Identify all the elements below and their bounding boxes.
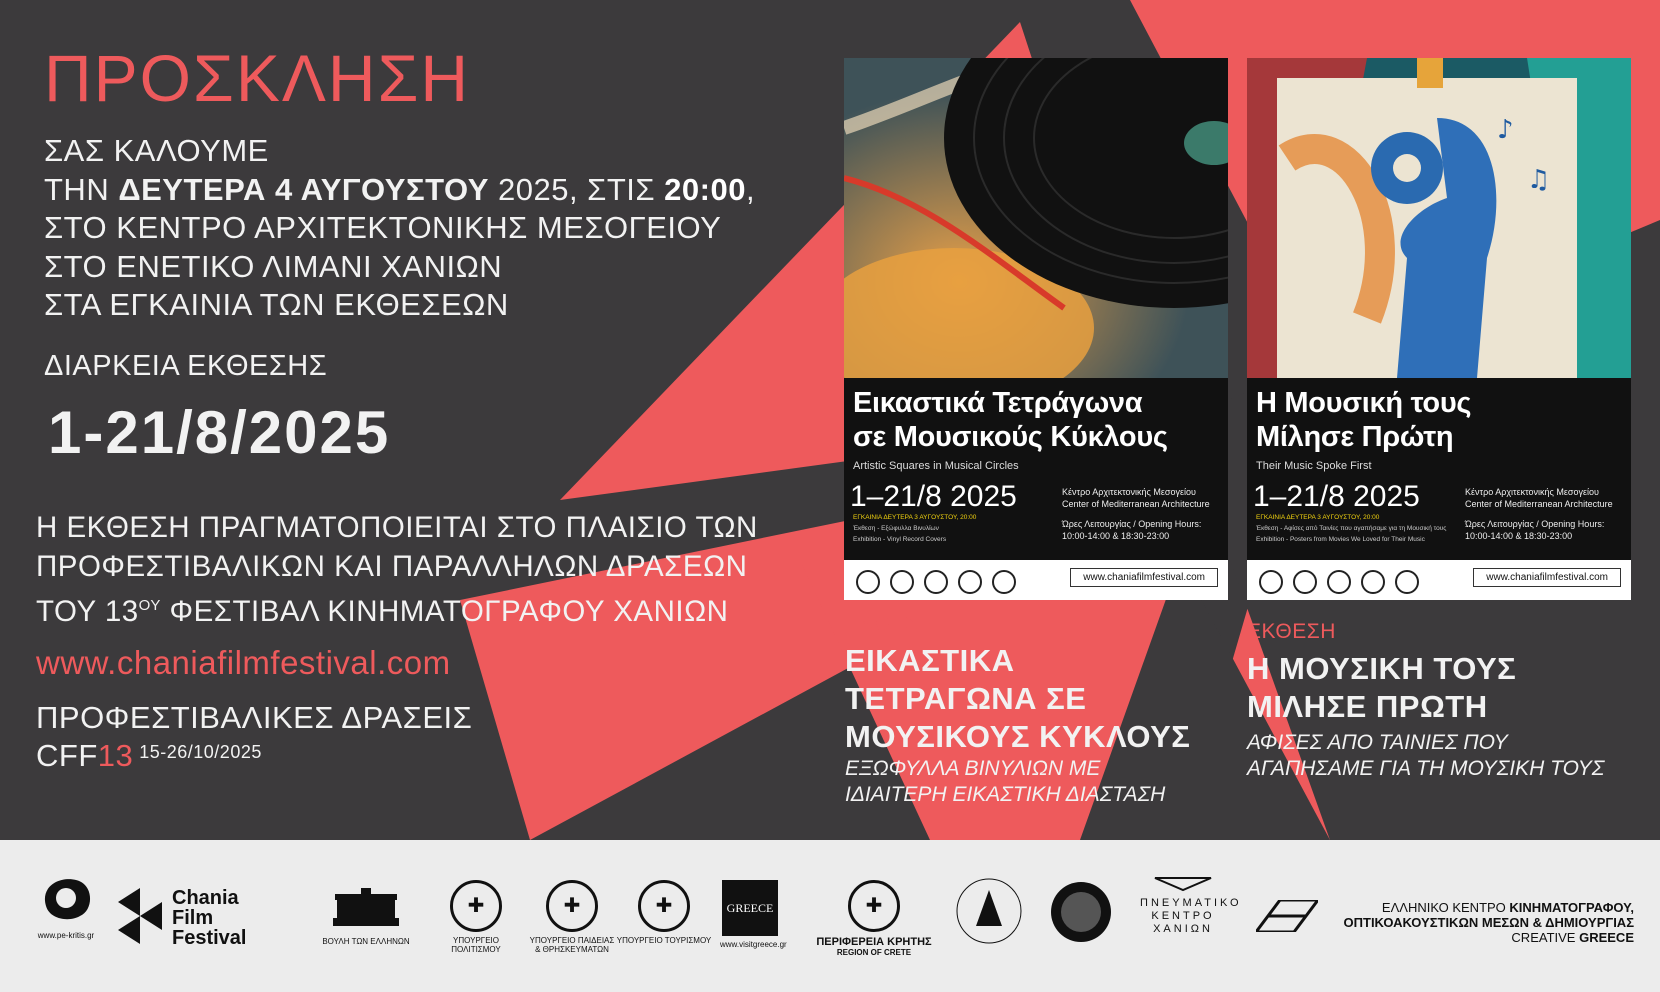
- exhibition-name: Η ΜΟΥΣΙΚΗ ΤΟΥΣ ΜΙΛΗΣΕ ΠΡΩΤΗ: [1247, 651, 1517, 724]
- svg-text:♫: ♫: [1527, 165, 1551, 195]
- ekk-icon: [1256, 900, 1318, 932]
- pe-kritis-icon: [40, 876, 92, 922]
- poster-music: [1247, 58, 1631, 600]
- website-link[interactable]: www.chaniafilmfestival.com: [36, 644, 451, 681]
- cff-edition: CFF13 $^{15-26/10/2025}$: [36, 738, 262, 773]
- poster-sponsor-strip: [1247, 560, 1631, 600]
- poster-dates: 1–21/8 2025: [850, 480, 1017, 513]
- info-line-3: ΤΟΥ $13^{O\Upsilon}$ ΦΕΣΤΙΒΑΛ ΚΙΝΗΜΑΤΟΓΡΑΦΟΥ ΧΑΝΙΩΝ: [36, 594, 729, 628]
- poster-sponsor-strip: [844, 560, 1228, 600]
- exhibition-name: ΕΙΚΑΣΤΙΚΑ ΤΕΤΡΑΓΩΝΑ ΣΕ ΜΟΥΣΙΚΟΥΣ ΚΥΚΛΟΥΣ: [845, 643, 1191, 754]
- exhibition-vinyl: [845, 612, 1190, 808]
- music-artwork: [1247, 58, 1631, 378]
- poster-url: www.chaniafilmfestival.com: [1070, 568, 1218, 587]
- exhibition-description: ΕΞΩΦΥΛΛΑ ΒΙΝΥΛΙΩΝ ΜΕ ΙΔΙΑΙΤΕΡΗ ΕΙΚΑΣΤΙΚΗ ΔΙΑΣΤΑΣΗ: [845, 757, 1166, 806]
- ministry-education-logo[interactable]: ✚ ΥΠΟΥΡΓΕΙΟ ΠΑΙΔΕΙΑΣ & ΘΡΗΣΚΕΥΜΑΤΩΝ: [524, 880, 620, 954]
- event-time: 20:00: [664, 171, 746, 207]
- ministry-culture-logo[interactable]: ✚ ΥΠΟΥΡΓΕΙΟ ΠΟΛΙΤΙΣΜΟΥ: [428, 880, 524, 954]
- pe-kritis-logo[interactable]: www.pe-kritis.gr: [28, 876, 104, 940]
- invitation-line-4: ΣΤΟ ΕΝΕΤΙΚΟ ΛΙΜΑΝΙ ΧΑΝΙΩΝ: [44, 248, 503, 284]
- municipality-platanias-logo[interactable]: [1044, 876, 1118, 953]
- exhibition-music: [1247, 620, 1604, 782]
- svg-text:♪: ♪: [1497, 115, 1514, 145]
- municipality-chania-logo[interactable]: [952, 876, 1026, 951]
- invitation-line-5: ΣΤΑ ΕΓΚΑΙΝΙΑ ΤΩΝ ΕΚΘΕΣΕΩΝ: [44, 287, 509, 322]
- poster-dates: 1–21/8 2025: [1253, 480, 1420, 513]
- greek-emblem-icon: [450, 880, 502, 932]
- info-line-1: Η ΕΚΘΕΣΗ ΠΡΑΓΜΑΤΟΠΟΙΕΙΤΑΙ ΣΤΟ ΠΛΑΙΣΙΟ ΤΩΝ: [36, 511, 758, 544]
- poster-venue: Κέντρο Αρχιτεκτονικής Μεσογείου Center of Mediterranean Architecture: [1465, 487, 1613, 509]
- event-day: ΔΕΥΤΕΡΑ 4 ΑΥΓΟΥΣΤΟΥ: [118, 171, 489, 207]
- invitation-title: ΠΡΟΣΚΛΗΣΗ: [44, 41, 471, 115]
- municipality-platanias-seal-icon: [1045, 876, 1117, 948]
- poster-notes: ΕΓΚΑΙΝΙΑ ΔΕΥΤΕΡΑ 3 ΑΥΓΟΥΣΤΟΥ, 20:00 Έκθεση - Εξώφυλλα Βινυλίων Exhibition - Vinyl Record Covers: [853, 514, 977, 543]
- pre-festival-label: ΠΡΟΦΕΣΤΙΒΑΛΙΚΕΣ ΔΡΑΣΕΙΣ: [36, 700, 473, 735]
- greek-emblem-icon: [848, 880, 900, 932]
- vinyl-artwork: [844, 58, 1228, 378]
- greek-emblem-icon: [638, 880, 690, 932]
- municipality-chania-seal-icon: [954, 876, 1024, 946]
- visit-greece-logo[interactable]: GREECE www.visitgreece.gr: [720, 880, 780, 949]
- ministry-tourism-logo[interactable]: ✚ ΥΠΟΥΡΓΕΙΟ ΤΟΥΡΙΣΜΟΥ: [616, 880, 712, 945]
- duration-label: ΔΙΑΡΚΕΙΑ ΕΚΘΕΣΗΣ: [44, 350, 328, 382]
- poster-subtitle: Their Music Spoke First: [1256, 460, 1372, 472]
- greek-emblem-icon: [546, 880, 598, 932]
- poster-notes: ΕΓΚΑΙΝΙΑ ΔΕΥΤΕΡΑ 3 ΑΥΓΟΥΣΤΟΥ, 20:00 Έκθεση - Αφίσες από Ταινίες που αγαπήσαμε για τη Μουσική τους Exhibition - Posters from Movies We Loved for Their Music: [1256, 514, 1447, 543]
- vouli-logo[interactable]: ΒΟΥΛΗ ΤΩΝ ΕΛΛΗΝΩΝ: [318, 888, 414, 946]
- poster-title: Εικαστικά Τετράγωνα σε Μουσικούς Κύκλους: [853, 387, 1168, 453]
- exhibition-label: ΕΚΘΕΣΗ: [1247, 620, 1336, 643]
- poster-venue: Κέντρο Αρχιτεκτονικής Μεσογείου Center of Mediterranean Architecture: [1062, 487, 1210, 509]
- sponsor-footer: www.pe-kritis.gr Chania Film Festival ΒΟΥΛΗ ΤΩΝ ΕΛΛΗΝΩΝ ✚ ΥΠΟΥΡΓΕΙΟ ΠΟΛΙΤΙΣΜΟΥ ✚ ΥΠΟΥΡΓΕΙΟ ΠΑΙΔΕΙΑΣ & ΘΡΗΣΚΕΥΜΑΤΩΝ ✚ ΥΠΟΥΡΓΕΙΟ ΤΟΥΡΙΣΜΟΥ GREECE www.visitgreece.gr ✚ ΠΕΡΙΦΕΡΕΙΑ ΚΡΗΤΗΣ REGION OF CRETE ΠΝΕΥΜΑΤΙΚΟ ΚΕΝΤΡΟ ΧΑΝΙΩΝ ΕΛΛΗΝΙΚΟ ΚΕΝΤΡΟ ΚΙΝΗΜΑΤΟΓΡΑΦΟΥ, ΟΠΤΙΚΟΑΚΟΥΣΤΙΚΩΝ ΜΕΣΩΝ & ΔΗΜΙΟΥΡΓΙΑΣ CREATIVE GREECE: [0, 840, 1660, 992]
- poster-title: Η Μουσική τους Μίλησε Πρώτη: [1256, 387, 1472, 453]
- invitation-line-1: ΣΑΣ ΚΑΛΟΥΜΕ: [44, 133, 269, 168]
- festival-info: [36, 508, 758, 631]
- invitation-text: [44, 132, 755, 325]
- cultural-centre-chania-logo[interactable]: ΠΝΕΥΜΑΤΙΚΟ ΚΕΝΤΡΟ ΧΑΝΙΩΝ: [1140, 876, 1226, 936]
- cultural-centre-icon: [1153, 876, 1213, 892]
- exhibition-description: ΑΦΙΣΕΣ ΑΠΟ ΤΑΙΝΙΕΣ ΠΟΥ ΑΓΑΠΗΣΑΜΕ ΓΙΑ ΤΗ ΜΟΥΣΙΚΗ ΤΟΥΣ: [1247, 731, 1605, 780]
- poster-hours: Ώρες Λειτουργίας / Opening Hours: 10:00-14:00 & 18:30-23:00: [1062, 519, 1202, 541]
- parliament-icon: [331, 888, 401, 928]
- region-crete-logo[interactable]: ✚ ΠΕΡΙΦΕΡΕΙΑ ΚΡΗΤΗΣ REGION OF CRETE: [806, 880, 942, 957]
- poster-subtitle: Artistic Squares in Musical Circles: [853, 460, 1019, 472]
- poster-vinyl: [844, 58, 1228, 600]
- invitation-line-2: ΤΗΝ ΔΕΥΤΕΡΑ 4 ΑΥΓΟΥΣΤΟΥ 2025, ΣΤΙΣ 20:00,: [44, 171, 756, 207]
- cff-icon: [118, 888, 162, 944]
- duration-dates: 1-21/8/2025: [48, 399, 391, 466]
- info-line-2: ΠΡΟΦΕΣΤΙΒΑΛΙΚΩΝ ΚΑΙ ΠΑΡΑΛΛΗΛΩΝ ΔΡΑΣΕΩΝ: [36, 550, 748, 583]
- exhibition-label: ΕΚΘΕΣΗ: [845, 612, 934, 635]
- poster-hours: Ώρες Λειτουργίας / Opening Hours: 10:00-14:00 & 18:30-23:00: [1465, 519, 1605, 541]
- poster-url: www.chaniafilmfestival.com: [1473, 568, 1621, 587]
- invitation-line-3: ΣΤΟ ΚΕΝΤΡΟ ΑΡΧΙΤΕΚΤΟΝΙΚΗΣ ΜΕΣΟΓΕΙΟΥ: [44, 210, 722, 245]
